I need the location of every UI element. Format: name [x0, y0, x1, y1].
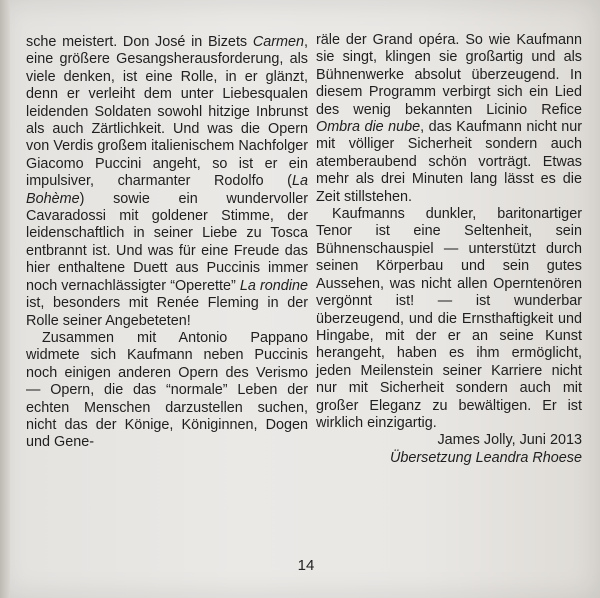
- text-run: ) sowie ein wundervoller Cavaradossi mit goldener Stimme, der leidenschaftlich in seiner Liebe zu Tosca entbrannt ist. Und was für eine Freude das hier enthaltene Duett aus Puccinis immer noch vernachlässigter “Operette”: [26, 190, 308, 294]
- text-run: Kaufmanns dunkler, baritonartiger Tenor ist eine Seltenheit, sein Bühnenschauspiel — unterstützt durch seinen Körperbau und sein gutes Aussehen, was nicht allen Operntenören vergönnt ist! — ist wunderbar überzeugend, und die Ernsthaftigkeit und Hingabe, mit der er an seine Kunst herangeht, haben es ihm ermöglicht, jeden Meilenstein seiner Karriere nicht nur mit Sicherheit sondern auch mit großer Eleganz zu bewältigen. Er ist wirklich einzigartig.: [316, 206, 582, 431]
- paragraph: [26, 330, 308, 452]
- text-run: , eine größere Gesangsherausforderung, als viele denken, ist eine Rolle, in er glänzt, denn er verleiht dem unter Liebesqualen leidenden Soldaten sowohl hitzige Inbrunst als auch Zärtlichkeit. Und was die Opern von Verdis großem italienischem Nachfolger Giacomo Puccini angeht, so ist er ein impulsiver, charmanter Rodolfo (: [26, 34, 308, 190]
- binding-edge: [0, 0, 10, 598]
- paragraph: [316, 206, 582, 432]
- text-run: , das Kaufmann nicht nur mit völliger Sicherheit sondern auch atemberaubend schön vorträgt. Etwas mehr als drei Minuten lang lässt es die Zeit stillstehen.: [316, 119, 582, 205]
- text-run: Zusammen mit Antonio Pappano widmete sich Kaufmann neben Puccinis noch einigen anderen Opern des Verismo — Opern, die das “normale” Leben der echten Menschen darzustellen suchen, nicht das der Könige, Königinnen, Dogen und Gene-: [26, 329, 308, 451]
- author-signature: James Jolly, Juni 2013: [437, 432, 582, 449]
- text-run: räle der Grand opéra. So wie Kaufmann sie singt, klingen sie großartig und als Bühnenwerke absolut überzeugend. In diesem Programm verbirgt sich ein Lied des wenig bekannten Licinio Refice: [316, 32, 582, 118]
- left-column: [26, 34, 308, 452]
- text-run: ist, besonders mit Renée Fleming in der Rolle seiner Angebeteten!: [26, 295, 308, 329]
- right-column: [316, 32, 582, 467]
- page-number: 14: [297, 557, 315, 574]
- paragraph: [26, 34, 308, 330]
- paragraph: [316, 32, 582, 206]
- translator-credit: Übersetzung Leandra Rhoese: [389, 449, 582, 466]
- text-run: sche meistert. Don José in Bizets: [26, 34, 253, 50]
- work-title: La Bohème: [26, 173, 308, 207]
- work-title: Ombra die nube: [316, 119, 421, 136]
- work-title: Carmen: [252, 34, 304, 50]
- work-title: La rondine: [239, 277, 309, 294]
